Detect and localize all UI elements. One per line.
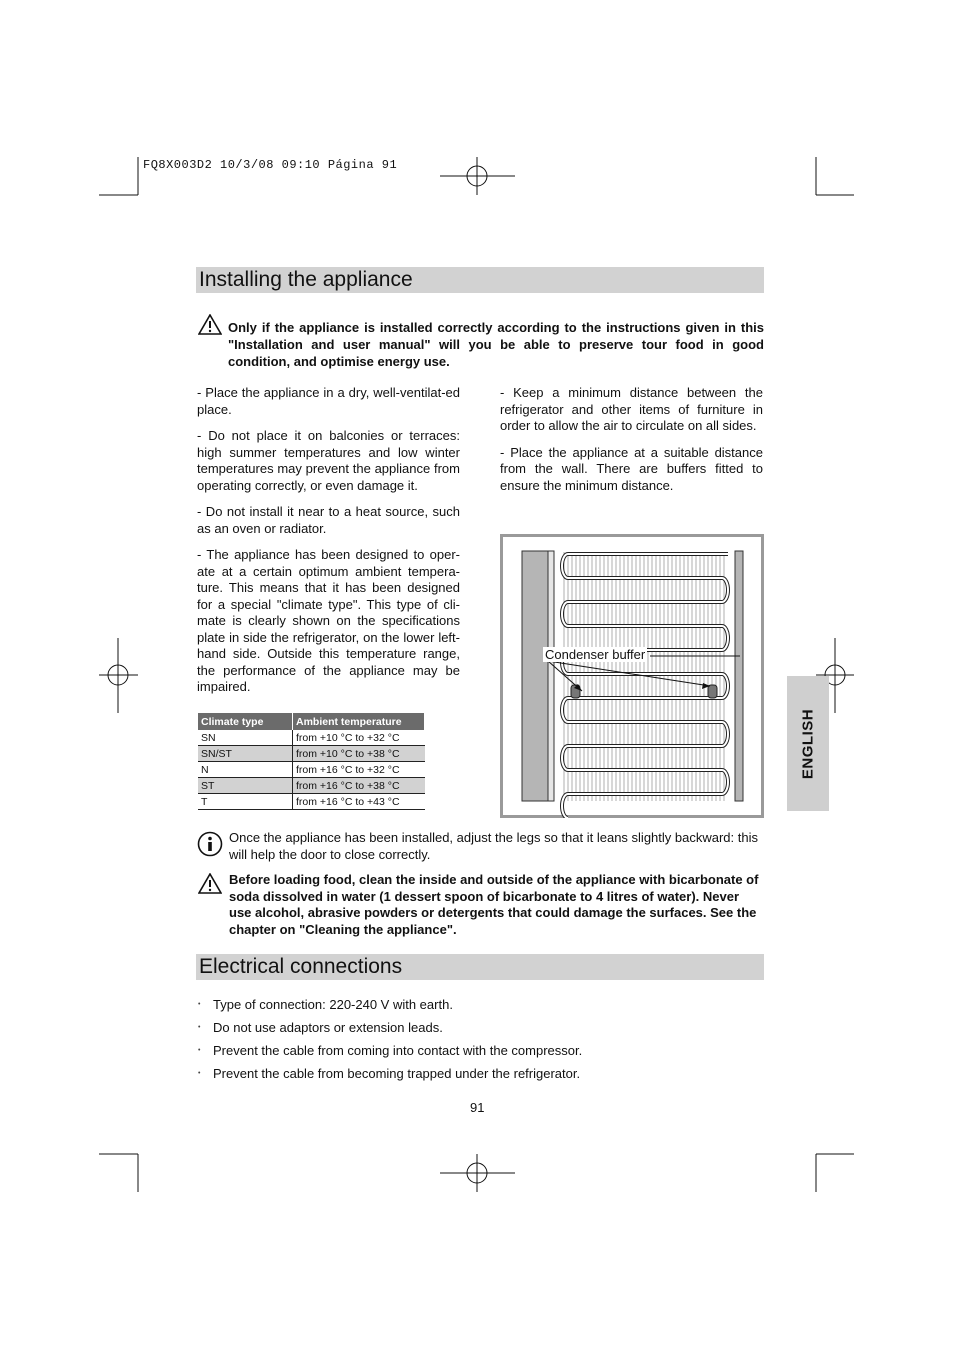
climate-table-wrap [198,713,425,810]
list-item-text: Type of connection: 220-240 V with earth. [213,997,453,1012]
list-item-text: Prevent the cable from coming into contact with the compressor. [213,1043,583,1058]
climate-table [198,713,425,810]
table-row [198,762,425,778]
table-cell: T [198,794,293,810]
cleaning-warning: Before loading food, clean the inside and outside of the appliance with bicarbonate of soda dissolved in water (1 dessert spoon of bicarbonate to 4 litres of water). Never use alcohol, abrasive powders or detergents that could damage the surfaces. See the chapter on "Cleaning the appliance". [229,872,759,937]
paragraph: - Do not install it near to a heat source, such as an oven or radiator. [197,504,460,536]
table-cell: from +16 °C to +38 °C [293,778,425,794]
table-cell: from +16 °C to +32 °C [293,762,425,778]
section-title-electrical: Electrical connections [196,954,764,980]
list-item [198,1016,582,1039]
print-slug: FQ8X003D2 10/3/08 09:10 Página 91 [143,158,398,172]
table-row [198,730,425,746]
list-item [198,1039,582,1062]
page-number: 91 [470,1100,485,1115]
table-cell: from +16 °C to +43 °C [293,794,425,810]
section-title-installing: Installing the appliance [196,267,764,293]
paragraph: - Keep a minimum distance between the refrigerator and other items of furniture in order to allow the air to circulate on all sides. [500,385,763,433]
table-header: Ambient temperature [293,713,425,730]
list-item-text: Do not use adaptors or extension leads. [213,1020,443,1035]
bullet-icon: • [198,1070,201,1077]
bullet-icon: • [198,1047,201,1054]
warning-icon [198,314,222,335]
table-cell: N [198,762,293,778]
table-row [198,778,425,794]
table-cell: ST [198,778,293,794]
language-tab-label: ENGLISH [799,708,817,779]
list-item [198,1062,582,1085]
table-cell: from +10 °C to +32 °C [293,730,425,746]
paragraph: - Place the appliance at a suitable distance from the wall. There are buffers fitted to ensure the minimum distance. [500,444,763,493]
table-header: Climate type [198,713,293,730]
paragraph: - Do not place it on balconies or terraces: high summer temperatures and low winter temperatures may prevent the appliance from operating correctly, or even damage it. [197,428,460,493]
info-icon [197,831,223,857]
table-cell: SN [198,730,293,746]
condenser-illustration [500,534,764,818]
installation-warning: Only if the appliance is installed correctly according to the instructions given in this "Installation and user manual" will you be able to preserve tour food in good condition, and optimise energy use. [228,320,764,369]
left-column [197,385,460,706]
list-item-text: Prevent the cable from becoming trapped under the refrigerator. [213,1066,581,1081]
table-row [198,794,425,810]
table-row [198,746,425,762]
table-cell: from +10 °C to +38 °C [293,746,425,762]
list-item [198,993,582,1016]
language-tab [787,676,829,811]
bullet-icon: • [198,1024,201,1031]
table-cell: SN/ST [198,746,293,762]
bullet-icon: • [198,1001,201,1008]
condenser-buffer-label: Condenser buffer [545,647,646,662]
condenser-figure [500,534,764,818]
warning-icon [198,873,222,894]
right-column [500,385,763,504]
electrical-bullet-list [198,993,582,1085]
paragraph: - The appliance has been designed to oper-ate at a certain optimum ambient tempera-ture. This means that it has been designed for a special "climate type". This type of cli-mate is clearly shown on the specifications plate in side the refrigerator, on the lower left-hand side. Outside this temperature range, the performance of the appliance may be impaired. [197,547,460,694]
paragraph: - Place the appliance in a dry, well-ventilat-ed place. [197,385,460,417]
legs-adjust-note: Once the appliance has been installed, adjust the legs so that it leans slightly backward: this will help the door to close correctly. [229,830,758,862]
